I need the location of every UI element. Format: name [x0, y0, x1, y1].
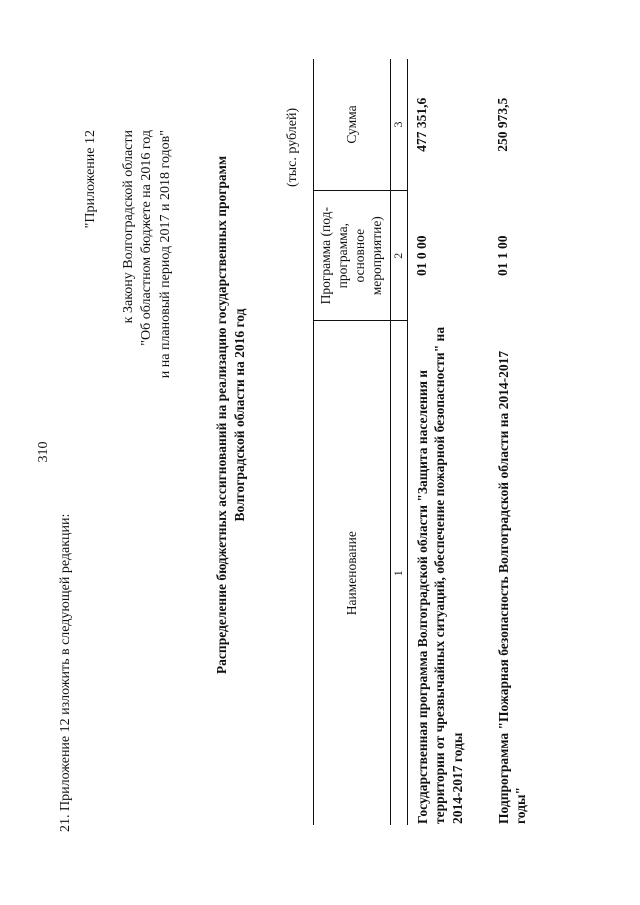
row-name: Подпрограмма "Пожарная безопасность Волгоградской области на 2014-2017 годы" — [495, 350, 529, 824]
header-sum: Сумма — [314, 59, 391, 191]
column-index-row — [390, 59, 407, 825]
page-number: 310 — [36, 441, 51, 463]
header-program-line-3: основное — [351, 228, 367, 283]
appendix-line-1: к Закону Волгоградской области — [121, 130, 137, 324]
document-title — [213, 65, 248, 765]
appendix-header — [82, 130, 175, 378]
units-label: (тыс. рублей) — [285, 107, 300, 187]
header-program — [314, 191, 391, 321]
table-row — [489, 59, 531, 825]
header-program-line-2: программа, — [334, 223, 350, 289]
budget-table — [313, 59, 531, 825]
row-code: 01 0 00 — [413, 235, 429, 276]
row-name: Государственная программа Волгоградской области "Защита населения и территории от чрезвычайных ситуаций, обеспечение пожарной безопасности" на 2014-2017 годы — [414, 326, 465, 824]
appendix-number: "Приложение 12 — [83, 130, 98, 229]
table-header-row — [314, 59, 391, 825]
header-name: Наименование — [314, 321, 391, 825]
row-sum: 250 973,5 — [494, 97, 510, 152]
title-line-2: Волгоградской области на 2016 год — [231, 308, 247, 522]
appendix-line-3: и на плановый период 2017 и 2018 годов" — [157, 130, 173, 379]
title-line-1: Распределение бюджетных ассигнований на реализацию государственных программ — [214, 155, 229, 675]
header-program-line-4: мероприятие) — [368, 216, 384, 296]
table-row — [407, 59, 489, 825]
appendix-line-2: "Об областном бюджете на 2016 год — [139, 130, 155, 346]
row-sum: 477 351,6 — [413, 97, 429, 152]
header-program-line-1: Программа (под- — [318, 207, 333, 305]
column-index: 3 — [390, 59, 407, 191]
intro-text: 21. Приложение 12 изложить в следующей редакции: — [58, 513, 73, 832]
column-index: 2 — [390, 191, 407, 321]
column-index: 1 — [390, 321, 407, 825]
row-code: 01 1 00 — [494, 235, 510, 276]
